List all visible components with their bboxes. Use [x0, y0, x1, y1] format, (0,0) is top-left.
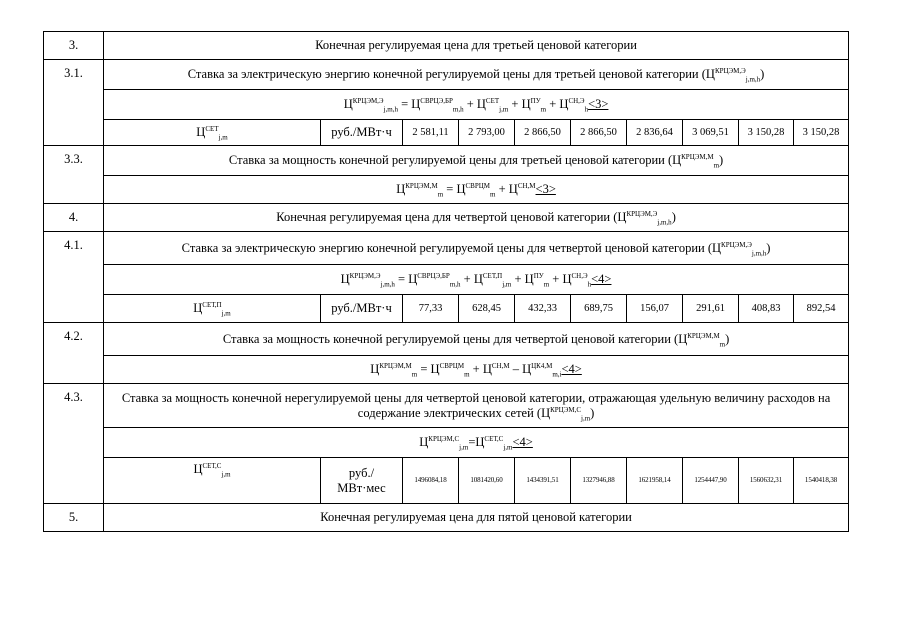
- value-cell: 2 793,00: [459, 120, 515, 146]
- value-cell: 2 866,50: [571, 120, 627, 146]
- formula: $Ц^{КРЦЭМ,Э}_{j,m,h} = Ц^{СВРЦЭ,БР}_{m,h} + Ц^{СЕТ}_{j,m} + Ц^{ПУ}_m + Ц^{СН,Э}_h<3>$: [104, 90, 849, 120]
- row-5: [44, 504, 849, 532]
- value-cell: 1327946,88: [571, 458, 627, 504]
- row-number: 3.1.: [44, 60, 104, 146]
- value-cell: 432,33: [515, 295, 571, 323]
- footnote-link[interactable]: <4>: [591, 272, 612, 286]
- footnote-link[interactable]: <4>: [512, 435, 533, 449]
- formula-row: [44, 356, 849, 384]
- value-cell: 1496084,18: [403, 458, 459, 504]
- value-cell: 291,61: [683, 295, 739, 323]
- row-number: 4.1.: [44, 232, 104, 323]
- price-table: [43, 31, 849, 532]
- row-4-2: [44, 323, 849, 356]
- value-cell: 77,33: [403, 295, 459, 323]
- formula-row: [44, 176, 849, 204]
- value-cell: 1254447,90: [683, 458, 739, 504]
- value-cell: 2 836,64: [627, 120, 683, 146]
- value-cell: 1560632,31: [739, 458, 794, 504]
- formula-row: [44, 90, 849, 120]
- value-cell: 1434391,51: [515, 458, 571, 504]
- row-number: 3.3.: [44, 146, 104, 204]
- value-cell: 3 069,51: [683, 120, 739, 146]
- row-title: Конечная регулируемая цена для пятой ценовой категории: [104, 504, 849, 532]
- row-title: Конечная регулируемая цена для четвертой ценовой категории $(Ц^{КРЦЭМ,Э}_{j,m,h})$: [104, 204, 849, 232]
- variable-cell: $Ц^{СЕТ}_{j,m}$: [104, 120, 321, 146]
- value-cell: 689,75: [571, 295, 627, 323]
- row-3-3: [44, 146, 849, 176]
- value-cell: 1540418,38: [794, 458, 849, 504]
- row-title: Ставка за мощность конечной регулируемой цены для третьей ценовой категории $(Ц^{КРЦЭМ,М}_m)$: [104, 146, 849, 176]
- variable-cell: $Ц^{СЕТ,С}_{j,m}$: [104, 458, 321, 504]
- values-row: [44, 295, 849, 323]
- row-4-3: [44, 384, 849, 428]
- value-cell: 3 150,28: [794, 120, 849, 146]
- value-cell: 2 581,11: [403, 120, 459, 146]
- value-cell: 892,54: [794, 295, 849, 323]
- row-title: Конечная регулируемая цена для третьей ценовой категории: [104, 32, 849, 60]
- formula: $Ц^{КРЦЭМ,М}_m = Ц^{СВРЦМ}_m + Ц^{СН,М} - Ц^{ЦК4,М}_{m,i}<4>$: [104, 356, 849, 384]
- values-row: [44, 120, 849, 146]
- row-title: Ставка за электрическую энергию конечной регулируемой цены для третьей ценовой категории $(Ц^{КРЦЭМ,Э}_{j,m,h})$: [104, 60, 849, 90]
- row-number: 4.3.: [44, 384, 104, 504]
- value-cell: 1081420,60: [459, 458, 515, 504]
- value-cell: 156,07: [627, 295, 683, 323]
- row-number: 4.: [44, 204, 104, 232]
- value-cell: 1621958,14: [627, 458, 683, 504]
- row-4: [44, 204, 849, 232]
- values-row: [44, 458, 849, 504]
- row-4-1: [44, 232, 849, 265]
- value-cell: 2 866,50: [515, 120, 571, 146]
- value-cell: 628,45: [459, 295, 515, 323]
- value-cell: 3 150,28: [739, 120, 794, 146]
- row-3: [44, 32, 849, 60]
- row-number: 5.: [44, 504, 104, 532]
- value-cell: 408,83: [739, 295, 794, 323]
- row-title: Ставка за электрическую энергию конечной регулируемой цены для четвертой ценовой категории $(Ц^{КРЦЭМ,Э}_{j,m,h})$: [104, 232, 849, 265]
- row-number: 4.2.: [44, 323, 104, 384]
- row-title: Ставка за мощность конечной нерегулируемой цены для четвертой ценовой категории, отражающая удельную величину расходов на содержание электрических сетей $(Ц^{КРЦЭМ,С}_{j,m})$: [104, 384, 849, 428]
- formula-row: [44, 428, 849, 458]
- variable-cell: $Ц^{СЕТ,П}_{j,m}$: [104, 295, 321, 323]
- formula: $Ц^{КРЦЭМ,Э}_{j,m,h} = Ц^{СВРЦЭ,БР}_{m,h} + Ц^{СЕТ,П}_{j,m} + Ц^{ПУ}_m + Ц^{СН,Э}_h<4>$: [104, 265, 849, 295]
- formula: $Ц^{КРЦЭМ,М}_m = Ц^{СВРЦМ}_m + Ц^{СН,М}<3>$: [104, 176, 849, 204]
- unit-cell: руб./ МВт·мес: [321, 458, 403, 504]
- footnote-link[interactable]: <3>: [535, 182, 556, 196]
- footnote-link[interactable]: <3>: [588, 97, 609, 111]
- row-3-1: [44, 60, 849, 90]
- row-number: 3.: [44, 32, 104, 60]
- formula-row: [44, 265, 849, 295]
- footnote-link[interactable]: <4>: [561, 362, 582, 376]
- unit-cell: руб./МВт·ч: [321, 295, 403, 323]
- unit-cell: руб./МВт·ч: [321, 120, 403, 146]
- row-title: Ставка за мощность конечной регулируемой цены для четвертой ценовой категории $(Ц^{КРЦЭМ,М}_m)$: [104, 323, 849, 356]
- formula: $Ц^{КРЦЭМ,С}_{j,m}=Ц^{СЕТ,С}_{j,m}<4>$: [104, 428, 849, 458]
